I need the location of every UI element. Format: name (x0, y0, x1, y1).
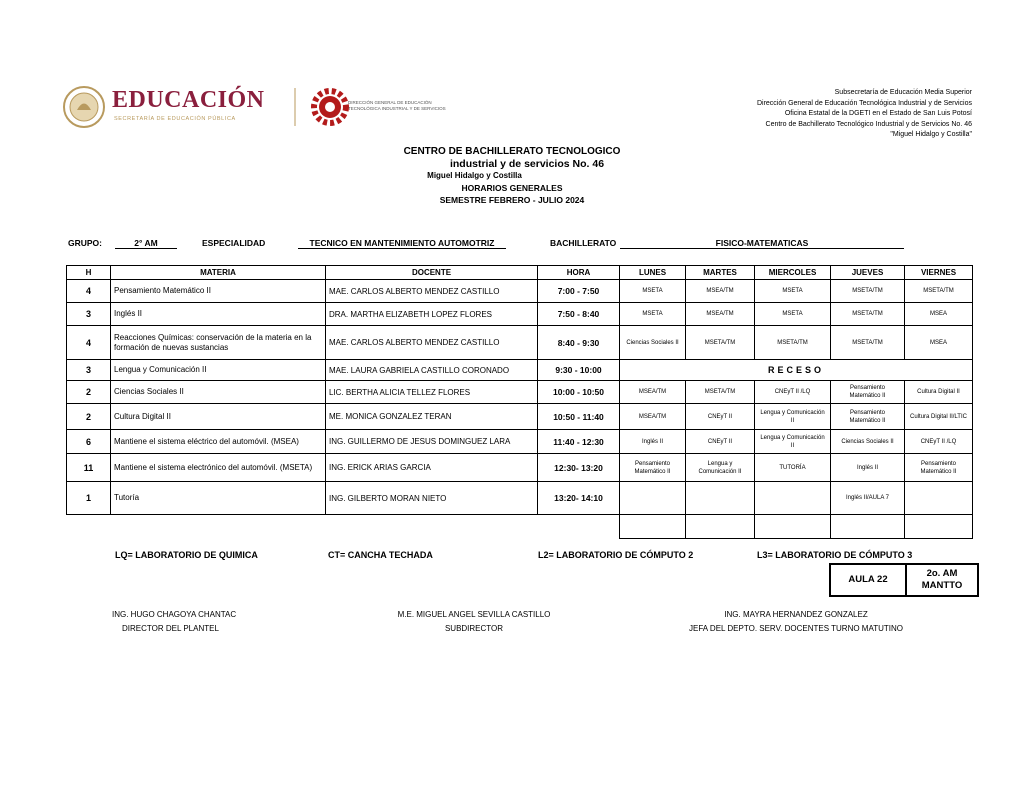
cell-lunes: MSEA/TM (620, 381, 686, 404)
cell-docente: ING. GUILLERMO DE JESUS DOMINGUEZ LARA (326, 430, 538, 454)
cell-martes: CNEyT II (686, 404, 755, 430)
cell-hora: 10:50 - 11:40 (538, 404, 620, 430)
header-line: Dirección General de Educación Tecnológica Industrial y de Servicios (756, 99, 972, 107)
cell-martes: MSEA/TM (686, 280, 755, 303)
cell-lunes: Pensamiento Matemático II (620, 454, 686, 482)
grupo-value: 2° AM (115, 238, 177, 249)
signature-jefa (676, 608, 916, 636)
table-row (67, 430, 973, 454)
cell-hora: 13:20- 14:10 (538, 482, 620, 515)
cell-materia: Reacciones Químicas: conservación de la materia en la formación de nuevas sustancias (111, 326, 326, 360)
aula-group-line2: MANTTO (921, 580, 963, 591)
col-header-jueves: JUEVES (831, 266, 905, 280)
signature-name: M.E. MIGUEL ANGEL SEVILLA CASTILLO (397, 610, 551, 619)
cell-docente: MAE. LAURA GABRIELA CASTILLO CORONADO (326, 360, 538, 381)
cell-jueves: MSETA/TM (831, 326, 905, 360)
cell-lunes: MSETA (620, 280, 686, 303)
cell-docente: MAE. CARLOS ALBERTO MENDEZ CASTILLO (326, 280, 538, 303)
especialidad-label: ESPECIALIDAD (202, 238, 266, 248)
empty-cell (620, 515, 686, 539)
cell-hora: 7:00 - 7:50 (538, 280, 620, 303)
cell-materia: Pensamiento Matemático II (111, 280, 326, 303)
cell-viernes (905, 482, 973, 515)
legend-l3: L3= LABORATORIO DE CÓMPUTO 3 (757, 550, 913, 560)
table-row (67, 360, 973, 381)
cell-materia: Inglés II (111, 303, 326, 326)
aula-room: AULA 22 (830, 564, 906, 596)
cell-jueves: MSETA/TM (831, 280, 905, 303)
table-row (67, 381, 973, 404)
legend-l2: L2= LABORATORIO DE CÓMPUTO 2 (538, 550, 694, 560)
cell-materia: Mantiene el sistema eléctrico del automóvil. (MSEA) (111, 430, 326, 454)
empty-cell (755, 515, 831, 539)
logo-main-text: EDUCACIÓN (112, 87, 265, 113)
cell-lunes: MSEA/TM (620, 404, 686, 430)
cell-h: 4 (67, 280, 111, 303)
signature-role: JEFA DEL DEPTO. SERV. DOCENTES TURNO MATUTINO (689, 624, 903, 633)
aula-group-line1: 2o. AM (926, 568, 958, 579)
receso-cell: RECESO (620, 360, 973, 381)
table-row (67, 326, 973, 360)
title-line3: Miguel Hidalgo y Costilla (427, 171, 522, 180)
cell-lunes: Ciencias Sociales II (620, 326, 686, 360)
cell-jueves: Inglés II (831, 454, 905, 482)
especialidad-value: TECNICO EN MANTENIMIENTO AUTOMOTRIZ (298, 238, 506, 249)
cell-h: 4 (67, 326, 111, 360)
table-row (67, 404, 973, 430)
header-line: "Miguel Hidalgo y Costilla" (890, 131, 972, 138)
cell-docente: ME. MONICA GONZALEZ TERAN (326, 404, 538, 430)
cell-materia: Mantiene el sistema electrónico del automóvil. (MSETA) (111, 454, 326, 482)
cell-jueves: Inglés II/AULA 7 (831, 482, 905, 515)
header-line: Subsecretaría de Educación Media Superior (834, 89, 972, 96)
institution-header (757, 88, 972, 141)
title-line4: HORARIOS GENERALES (461, 183, 563, 193)
col-header-hora: HORA (538, 266, 620, 280)
col-header-miercoles: MIERCOLES (755, 266, 831, 280)
dgeti-logo (310, 84, 460, 130)
dgeti-line1: DIRECCIÓN GENERAL DE EDUCACIÓN (348, 100, 432, 105)
cell-miercoles: MSETA (755, 303, 831, 326)
cell-viernes: Cultura Digital II (905, 381, 973, 404)
cell-miercoles: MSETA/TM (755, 326, 831, 360)
document-title (0, 146, 1024, 206)
cell-miercoles: Lengua y Comunicación II (755, 404, 831, 430)
cell-h: 3 (67, 360, 111, 381)
col-header-martes: MARTES (686, 266, 755, 280)
logo-sub-text: SECRETARÍA DE EDUCACIÓN PÚBLICA (114, 116, 236, 122)
schedule-table (66, 265, 973, 539)
legend-ct: CT= CANCHA TECHADA (328, 550, 433, 560)
signature-director (112, 608, 236, 636)
cell-martes: MSETA/TM (686, 381, 755, 404)
group-info (68, 238, 978, 252)
cell-viernes: MSEA (905, 326, 973, 360)
cell-h: 2 (67, 381, 111, 404)
aula-box (829, 563, 979, 597)
cell-h: 1 (67, 482, 111, 515)
cell-hora: 12:30- 13:20 (538, 454, 620, 482)
cell-lunes: MSETA (620, 303, 686, 326)
cell-materia: Cultura Digital II (111, 404, 326, 430)
empty-cell (905, 515, 973, 539)
table-header-row (67, 266, 973, 280)
cell-lunes (620, 482, 686, 515)
header-line: Centro de Bachillerato Tecnológico Industrial y de Servicios No. 46 (765, 120, 972, 128)
empty-cell (686, 515, 755, 539)
cell-martes: CNEyT II (686, 430, 755, 454)
cell-viernes: Pensamiento Matemático II (905, 454, 973, 482)
cell-materia: Lengua y Comunicación II (111, 360, 326, 381)
title-line5: SEMESTRE FEBRERO - JULIO 2024 (439, 195, 585, 205)
cell-materia: Ciencias Sociales II (111, 381, 326, 404)
title-line2: industrial y de servicios No. 46 (449, 158, 605, 170)
bachillerato-label: BACHILLERATO (550, 238, 617, 248)
table-row (67, 482, 973, 515)
signature-subdirector (388, 608, 560, 636)
cell-viernes: MSETA/TM (905, 280, 973, 303)
cell-martes: MSEA/TM (686, 303, 755, 326)
bachillerato-value: FISICO-MATEMATICAS (620, 238, 904, 249)
cell-docente: ING. GILBERTO MORAN NIETO (326, 482, 538, 515)
cell-lunes: Inglés II (620, 430, 686, 454)
cell-hora: 8:40 - 9:30 (538, 326, 620, 360)
cell-miercoles: Lengua y Comunicación II (755, 430, 831, 454)
cell-miercoles: MSETA (755, 280, 831, 303)
cell-docente: MAE. CARLOS ALBERTO MENDEZ CASTILLO (326, 326, 538, 360)
cell-jueves: Ciencias Sociales II (831, 430, 905, 454)
signature-role: SUBDIRECTOR (444, 624, 504, 633)
legend-lq: LQ= LABORATORIO DE QUIMICA (115, 550, 258, 560)
dgeti-line2: TECNOLÓGICA INDUSTRIAL Y DE SERVICIOS (348, 106, 446, 111)
cell-martes: Lengua y Comunicación II (686, 454, 755, 482)
grupo-label: GRUPO: (68, 238, 102, 248)
title-line1: CENTRO DE BACHILLERATO TECNOLOGICO (403, 146, 621, 157)
cell-hora: 10:00 - 10:50 (538, 381, 620, 404)
cell-h: 2 (67, 404, 111, 430)
cell-hora: 7:50 - 8:40 (538, 303, 620, 326)
header-line: Oficina Estatal de la DGETI en el Estado de San Luis Potosí (784, 110, 972, 117)
empty-row (67, 515, 973, 539)
cell-jueves: Pensamiento Matemático II (831, 404, 905, 430)
cell-miercoles: TUTORÍA (755, 454, 831, 482)
cell-docente: DRA. MARTHA ELIZABETH LOPEZ FLORES (326, 303, 538, 326)
educacion-logo (62, 82, 302, 132)
cell-viernes: MSEA (905, 303, 973, 326)
cell-hora: 11:40 - 12:30 (538, 430, 620, 454)
cell-viernes: CNEyT II /LQ (905, 430, 973, 454)
cell-viernes: Cultura Digital II/LTIC (905, 404, 973, 430)
cell-hora: 9:30 - 10:00 (538, 360, 620, 381)
signature-name: ING. HUGO CHAGOYA CHANTAC (112, 610, 237, 619)
col-header-materia: MATERIA (111, 266, 326, 280)
cell-h: 11 (67, 454, 111, 482)
col-header-h: H (67, 266, 111, 280)
cell-h: 6 (67, 430, 111, 454)
cell-jueves: MSETA/TM (831, 303, 905, 326)
empty-cell (831, 515, 905, 539)
cell-jueves: Pensamiento Matemático II (831, 381, 905, 404)
col-header-docente: DOCENTE (326, 266, 538, 280)
gear-icon (310, 84, 350, 130)
cell-docente: ING. ERICK ARIAS GARCIA (326, 454, 538, 482)
col-header-viernes: VIERNES (905, 266, 973, 280)
cell-materia: Tutoría (111, 482, 326, 515)
table-row (67, 303, 973, 326)
table-row (67, 454, 973, 482)
cell-miercoles: CNEyT II /LQ (755, 381, 831, 404)
cell-martes (686, 482, 755, 515)
cell-miercoles (755, 482, 831, 515)
table-row (67, 280, 973, 303)
col-header-lunes: LUNES (620, 266, 686, 280)
signature-name: ING. MAYRA HERNANDEZ GONZALEZ (724, 610, 868, 619)
cell-h: 3 (67, 303, 111, 326)
cell-docente: LIC. BERTHA ALICIA TELLEZ FLORES (326, 381, 538, 404)
cell-martes: MSETA/TM (686, 326, 755, 360)
signature-role: DIRECTOR DEL PLANTEL (122, 624, 219, 633)
aula-group (906, 564, 978, 596)
